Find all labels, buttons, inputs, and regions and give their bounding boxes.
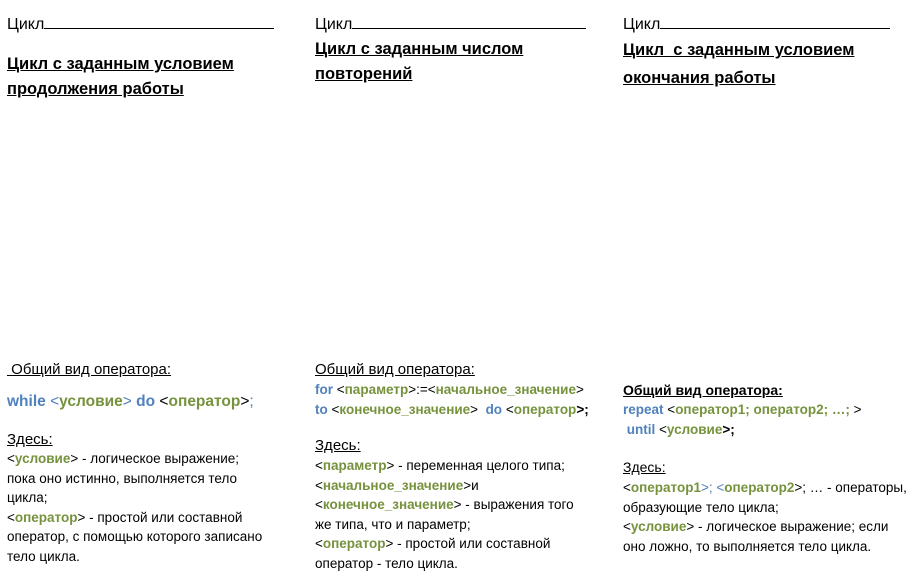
- col3-general-label: Общий вид оператора:: [623, 382, 783, 398]
- col2-title: Цикл с заданным числом повторений: [315, 40, 524, 83]
- col2-here-label: Здесь:: [315, 437, 361, 454]
- col1-description: <условие> - логическое выражение; пока оно истинно, выполняется тело цикла; <оператор> - простой или составной оператор, с помощью которого записано тело цикла.: [7, 451, 263, 564]
- col2-heading: Цикл: [315, 14, 586, 34]
- col1-heading: Цикл: [7, 14, 274, 34]
- col2-syntax: for <параметр>:=<начальное_значение> to <конечное_значение> do <оператор>;: [315, 382, 589, 417]
- col1-here-label: Здесь:: [7, 431, 53, 448]
- col1-general-label: Общий вид оператора:: [7, 361, 172, 378]
- col3-description: <оператор1>; <оператор2>; … - операторы, образующие тело цикла; <условие> - логическое выражение; если оно ложно, то выполняется тело цикла.: [623, 480, 907, 554]
- fill-line: [44, 14, 274, 29]
- col1-title: Цикл с заданным условием продолжения работы: [7, 55, 234, 98]
- col3-syntax: repeat <оператор1; оператор2; …; > until <условие>;: [623, 402, 862, 437]
- col1-syntax: while <условие> do <оператор>;: [7, 393, 254, 410]
- col3-heading: Цикл: [623, 14, 890, 34]
- fill-line: [352, 14, 586, 29]
- col2-description: <параметр> - переменная целого типа; <начальное_значение>и <конечное_значение> - выражения того же типа, что и параметр; <оператор> - простой или составной оператор - тело цикла.: [315, 458, 574, 571]
- col3-here-label: Здесь:: [623, 459, 666, 475]
- col3-title: Цикл с заданным условием окончания работы: [623, 41, 855, 87]
- fill-line: [660, 14, 890, 29]
- col2-general-label: Общий вид оператора:: [315, 361, 475, 378]
